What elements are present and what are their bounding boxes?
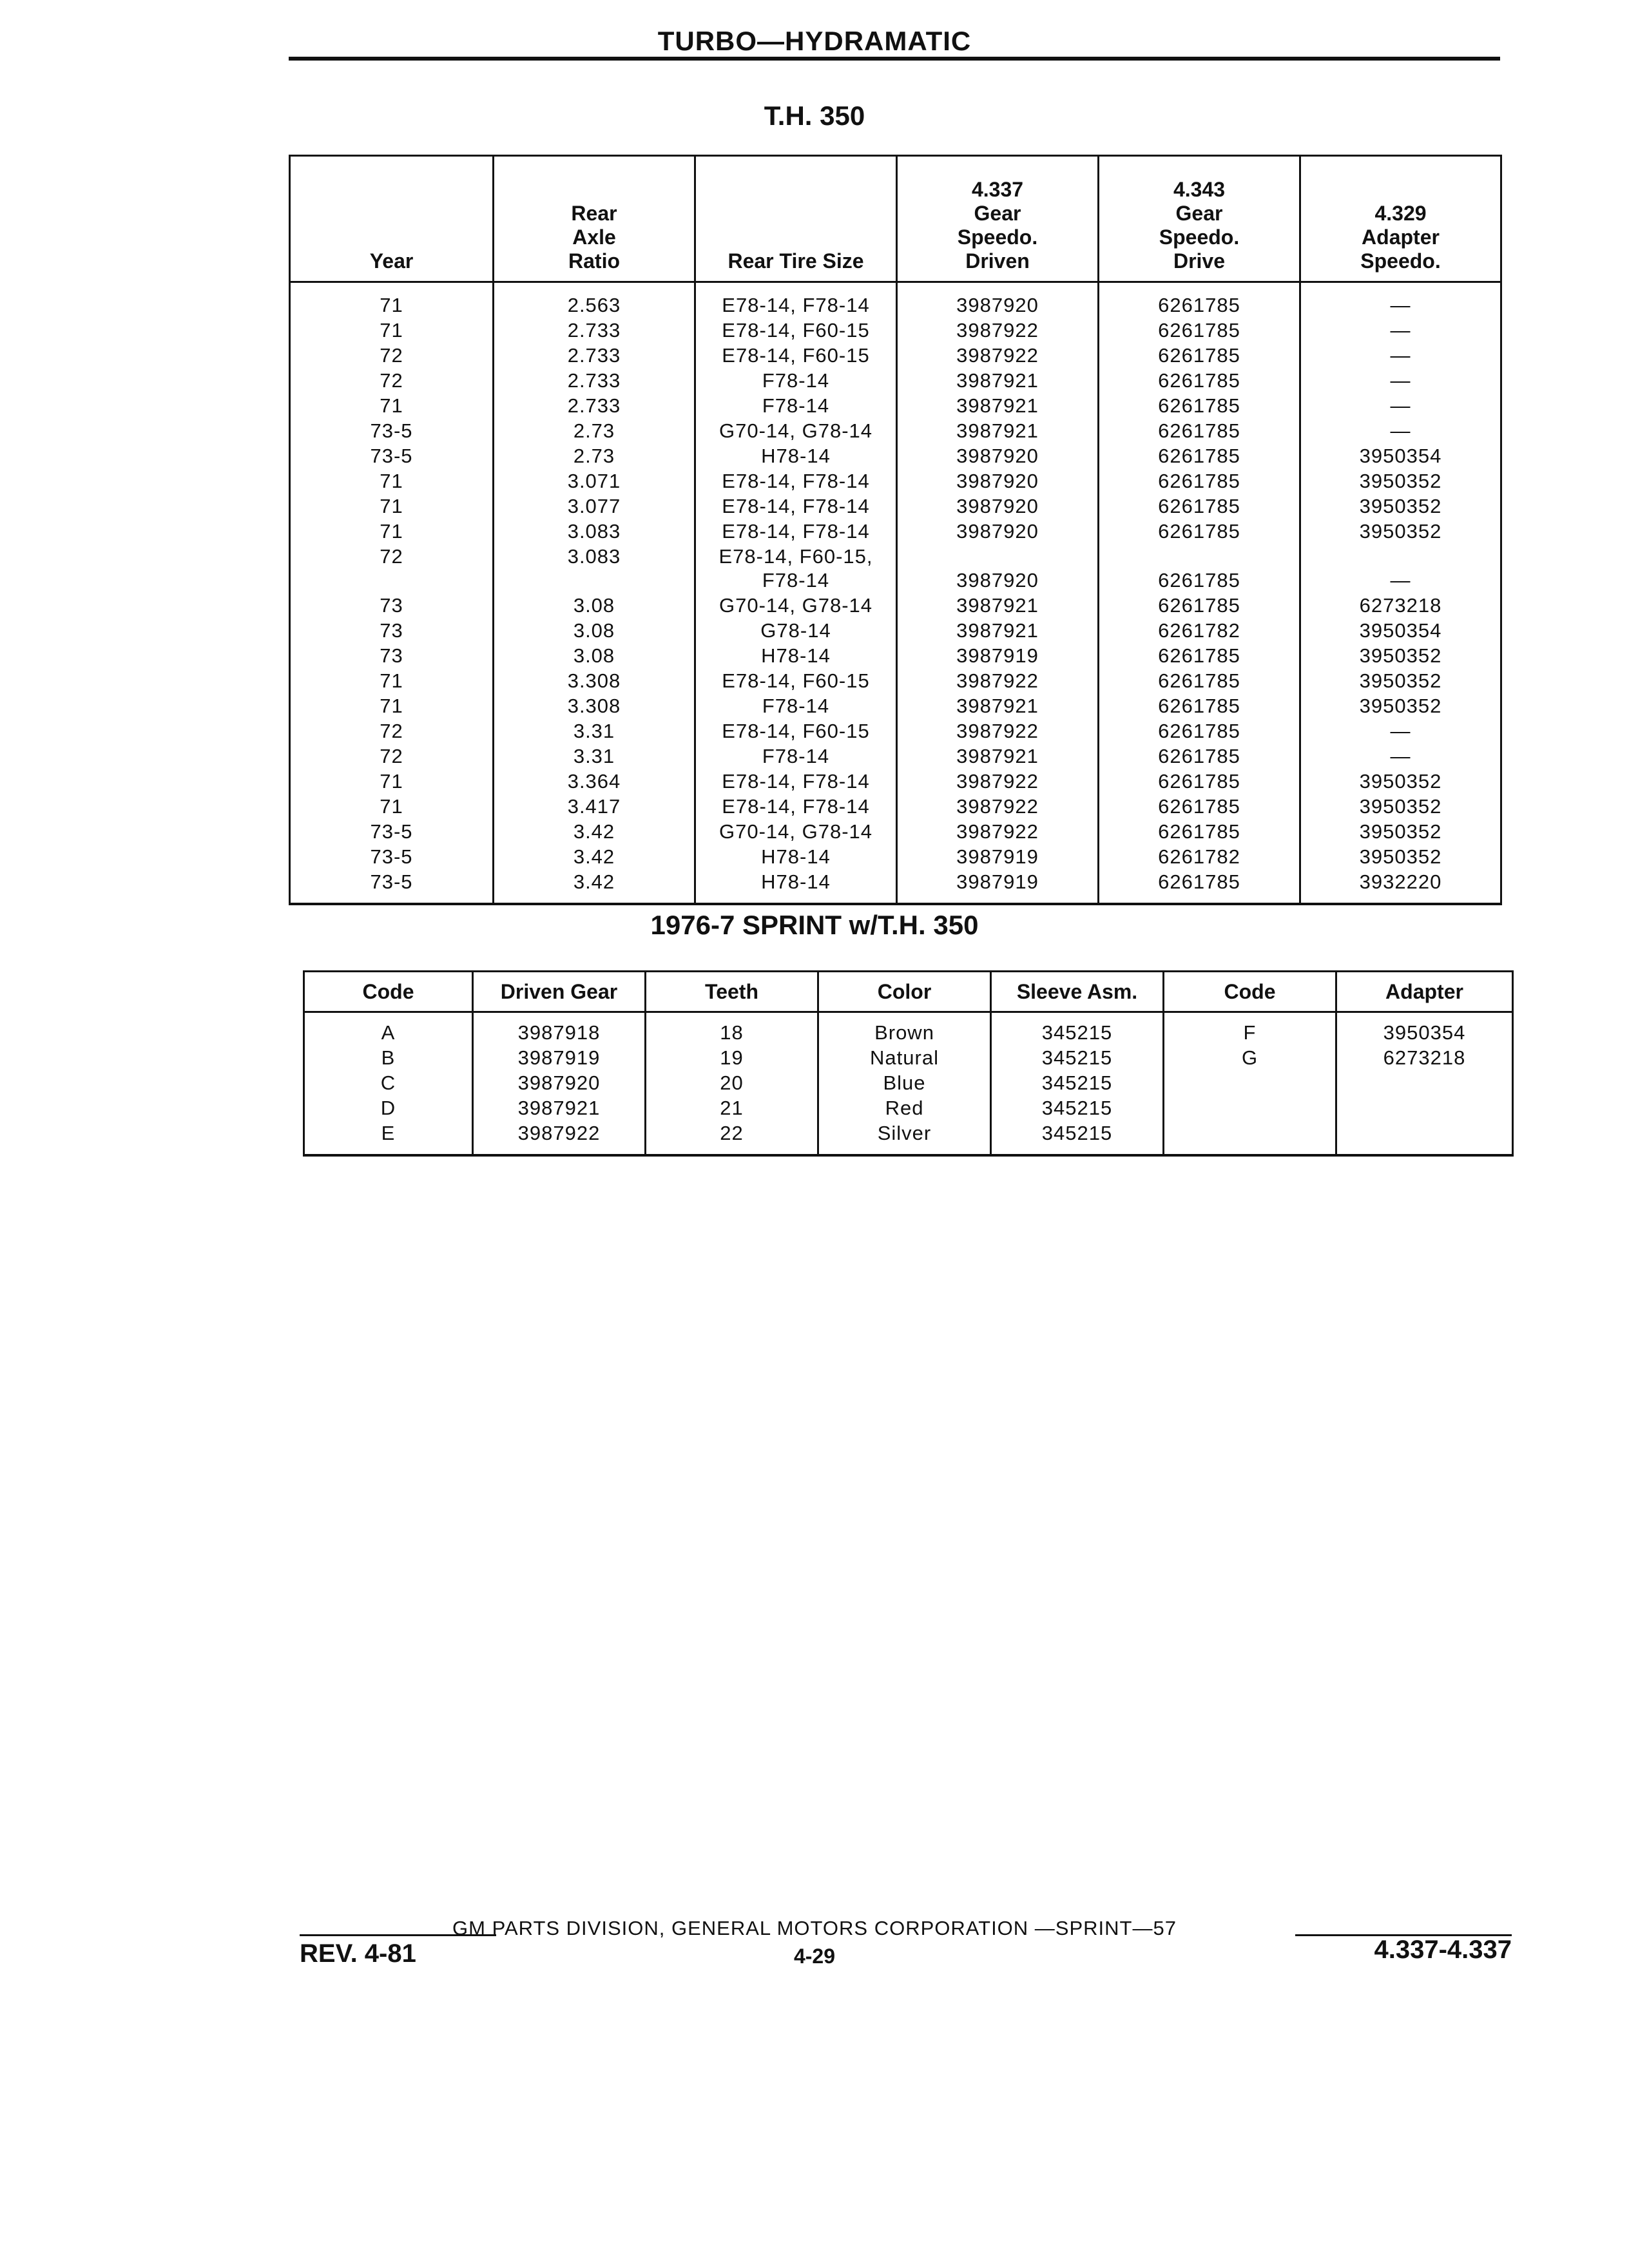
table-cell: E78-14, F78-14 <box>695 519 897 544</box>
table-cell: 71 <box>290 519 494 544</box>
table-cell: 72 <box>290 368 494 393</box>
table-cell: 345215 <box>991 1012 1164 1046</box>
table-cell: G70-14, G78-14 <box>695 819 897 844</box>
table-cell: 3987922 <box>473 1120 646 1155</box>
table-cell: E78-14, F78-14 <box>695 282 897 318</box>
table-row <box>290 643 1501 668</box>
table-cell: H78-14 <box>695 443 897 468</box>
table-cell: C <box>304 1070 473 1095</box>
table-cell: 6273218 <box>1300 593 1501 618</box>
table-cell: 3987921 <box>897 393 1099 418</box>
page-header-title: TURBO—HYDRAMATIC <box>657 26 972 56</box>
table-cell: 3987922 <box>897 819 1099 844</box>
table-row <box>290 844 1501 869</box>
table-cell: 3.083 <box>494 544 695 593</box>
table-row <box>290 869 1501 904</box>
column-header: Color <box>818 972 991 1012</box>
table-cell: — <box>1300 343 1501 368</box>
table-cell: 73-5 <box>290 819 494 844</box>
table-cell: 6261785 <box>1099 869 1300 904</box>
column-header: Rear Tire Size <box>695 156 897 282</box>
table-cell: E <box>304 1120 473 1155</box>
table-row <box>290 618 1501 643</box>
table-cell: F78-14 <box>695 693 897 718</box>
table-cell: E78-14, F78-14 <box>695 468 897 494</box>
table-cell: 345215 <box>991 1120 1164 1155</box>
table-cell: 2.733 <box>494 318 695 343</box>
table-cell: E78-14, F78-14 <box>695 769 897 794</box>
table-cell: 6261785 <box>1099 494 1300 519</box>
table-cell: 3950352 <box>1300 769 1501 794</box>
table-cell: — <box>1300 368 1501 393</box>
table-cell: — <box>1300 744 1501 769</box>
table-cell <box>1164 1095 1336 1120</box>
table-cell: — <box>1300 544 1501 593</box>
table-cell: 3987919 <box>897 844 1099 869</box>
table-row <box>290 693 1501 718</box>
table-cell: 3.308 <box>494 668 695 693</box>
table-cell <box>1164 1070 1336 1095</box>
table-cell: 2.73 <box>494 443 695 468</box>
table-cell: 3950352 <box>1300 844 1501 869</box>
table-cell: E78-14, F60-15 <box>695 718 897 744</box>
table-cell: 6261785 <box>1099 693 1300 718</box>
table-cell: E78-14, F60-15, F78-14 <box>695 544 897 593</box>
sprint-table <box>303 970 1514 1157</box>
table-cell: 2.563 <box>494 282 695 318</box>
table-cell <box>1336 1095 1513 1120</box>
table-cell: H78-14 <box>695 869 897 904</box>
section-title-sprint: 1976-7 SPRINT w/T.H. 350 <box>650 910 979 940</box>
table-cell: 73 <box>290 643 494 668</box>
table-cell: 71 <box>290 393 494 418</box>
table-cell: E78-14, F60-15 <box>695 318 897 343</box>
table-row <box>304 1012 1513 1046</box>
table-cell: 3.417 <box>494 794 695 819</box>
table-row <box>304 1045 1513 1070</box>
column-header: Rear Axle Ratio <box>494 156 695 282</box>
table-row <box>304 1070 1513 1095</box>
table-cell: 3.083 <box>494 519 695 544</box>
table-cell: 73 <box>290 593 494 618</box>
table-cell: 6261785 <box>1099 282 1300 318</box>
table-row <box>290 368 1501 393</box>
table-cell: 71 <box>290 318 494 343</box>
table-cell: 3987921 <box>897 744 1099 769</box>
section-title-th350: T.H. 350 <box>764 101 865 131</box>
table-header-row <box>304 972 1513 1012</box>
column-header: Teeth <box>646 972 818 1012</box>
table-cell: 71 <box>290 693 494 718</box>
table-cell: 72 <box>290 744 494 769</box>
table-row <box>304 1095 1513 1120</box>
table-cell: E78-14, F78-14 <box>695 494 897 519</box>
table-row <box>290 544 1501 593</box>
table-cell: 6261785 <box>1099 519 1300 544</box>
table-cell: 3.08 <box>494 618 695 643</box>
table-row <box>290 468 1501 494</box>
table-header-row <box>290 156 1501 282</box>
table-cell: 71 <box>290 494 494 519</box>
table-cell: G78-14 <box>695 618 897 643</box>
table-cell: 73-5 <box>290 443 494 468</box>
table-cell: 6261785 <box>1099 668 1300 693</box>
table-cell: 3987920 <box>897 544 1099 593</box>
table-row <box>290 744 1501 769</box>
table-cell: 3987919 <box>897 643 1099 668</box>
table-cell: 3987920 <box>897 494 1099 519</box>
table-cell: 71 <box>290 468 494 494</box>
table-cell: 3950352 <box>1300 819 1501 844</box>
table-cell: — <box>1300 318 1501 343</box>
table-cell: D <box>304 1095 473 1120</box>
table-cell: 3987918 <box>473 1012 646 1046</box>
table-row <box>290 519 1501 544</box>
table-cell: G <box>1164 1045 1336 1070</box>
table-cell: Natural <box>818 1045 991 1070</box>
table-cell: 73-5 <box>290 869 494 904</box>
table-cell <box>1164 1120 1336 1155</box>
table-cell: 3987920 <box>897 443 1099 468</box>
table-cell: 6261785 <box>1099 468 1300 494</box>
th350-table <box>289 155 1502 905</box>
table-cell: 3.071 <box>494 468 695 494</box>
table-cell: 72 <box>290 544 494 593</box>
table-cell: F78-14 <box>695 744 897 769</box>
table-cell: E78-14, F60-15 <box>695 343 897 368</box>
table-cell: 3987921 <box>897 418 1099 443</box>
table-cell: 3987921 <box>897 593 1099 618</box>
table-cell: B <box>304 1045 473 1070</box>
table-cell: G70-14, G78-14 <box>695 593 897 618</box>
table-cell: 3987920 <box>473 1070 646 1095</box>
table-cell: 71 <box>290 769 494 794</box>
table-cell: 73-5 <box>290 844 494 869</box>
footer-revision: REV. 4-81 <box>300 1939 416 1968</box>
table-row <box>290 343 1501 368</box>
table-cell: 3.31 <box>494 744 695 769</box>
column-header: 4.329 Adapter Speedo. <box>1300 156 1501 282</box>
table-cell: 6261782 <box>1099 844 1300 869</box>
table-cell: 73-5 <box>290 418 494 443</box>
table-cell: 3987920 <box>897 282 1099 318</box>
table-cell: 6261785 <box>1099 343 1300 368</box>
table-cell: 345215 <box>991 1070 1164 1095</box>
column-header: Adapter <box>1336 972 1513 1012</box>
table-cell: 2.73 <box>494 418 695 443</box>
table-row <box>290 494 1501 519</box>
table-cell: — <box>1300 393 1501 418</box>
table-row <box>290 418 1501 443</box>
table-cell: 2.733 <box>494 343 695 368</box>
table-cell: 72 <box>290 343 494 368</box>
table-cell: 345215 <box>991 1095 1164 1120</box>
table-cell: E78-14, F60-15 <box>695 668 897 693</box>
table-cell: 3987922 <box>897 318 1099 343</box>
column-header: Code <box>304 972 473 1012</box>
table-cell: 3987922 <box>897 769 1099 794</box>
table-cell: 3987922 <box>897 718 1099 744</box>
footer-reference: 4.337-4.337 <box>1374 1936 1512 1964</box>
table-cell: F78-14 <box>695 368 897 393</box>
table-row <box>290 819 1501 844</box>
table-cell: F78-14 <box>695 393 897 418</box>
table-cell: 6261785 <box>1099 744 1300 769</box>
table-row <box>290 794 1501 819</box>
table-cell: 3987921 <box>897 368 1099 393</box>
table-cell: 3932220 <box>1300 869 1501 904</box>
table-row <box>290 668 1501 693</box>
table-cell: 6261785 <box>1099 318 1300 343</box>
table-cell: 3950354 <box>1336 1012 1513 1046</box>
table-cell: 73 <box>290 618 494 643</box>
table-cell: 3950354 <box>1300 443 1501 468</box>
table-cell: Silver <box>818 1120 991 1155</box>
table-cell: H78-14 <box>695 844 897 869</box>
table-cell: 3987922 <box>897 343 1099 368</box>
table-cell: 6273218 <box>1336 1045 1513 1070</box>
table-cell: 3950352 <box>1300 668 1501 693</box>
table-row <box>290 282 1501 318</box>
table-row <box>290 443 1501 468</box>
table-row <box>290 593 1501 618</box>
table-cell: 3.077 <box>494 494 695 519</box>
table-row <box>290 769 1501 794</box>
table-cell: 6261785 <box>1099 443 1300 468</box>
table-cell: A <box>304 1012 473 1046</box>
header-rule <box>289 57 1500 61</box>
table-cell: — <box>1300 718 1501 744</box>
column-header: 4.337 Gear Speedo. Driven <box>897 156 1099 282</box>
table-row <box>290 393 1501 418</box>
table-cell: 3987921 <box>897 618 1099 643</box>
table-cell: 3987920 <box>897 468 1099 494</box>
table-cell: 6261785 <box>1099 393 1300 418</box>
table-cell: — <box>1300 418 1501 443</box>
column-header: Year <box>290 156 494 282</box>
table-cell: 3987919 <box>897 869 1099 904</box>
table-cell: 3987919 <box>473 1045 646 1070</box>
table-cell: E78-14, F78-14 <box>695 794 897 819</box>
table-cell: H78-14 <box>695 643 897 668</box>
table-cell: 2.733 <box>494 393 695 418</box>
table-cell: 21 <box>646 1095 818 1120</box>
footer-organization: GM PARTS DIVISION, GENERAL MOTORS CORPORATION —SPRINT—57 <box>452 1917 1177 1939</box>
table-cell: 71 <box>290 668 494 693</box>
table-cell: 6261785 <box>1099 368 1300 393</box>
table-row <box>290 718 1501 744</box>
table-cell: 3950352 <box>1300 468 1501 494</box>
table-cell: 3.31 <box>494 718 695 744</box>
table-cell: 71 <box>290 282 494 318</box>
table-cell: F <box>1164 1012 1336 1046</box>
column-header: 4.343 Gear Speedo. Drive <box>1099 156 1300 282</box>
column-header: Sleeve Asm. <box>991 972 1164 1012</box>
table-cell: 3.308 <box>494 693 695 718</box>
table-row <box>304 1120 1513 1155</box>
table-cell: 3987922 <box>897 794 1099 819</box>
table-cell: 3987921 <box>897 693 1099 718</box>
table-cell: 3.364 <box>494 769 695 794</box>
table-cell: 2.733 <box>494 368 695 393</box>
column-header: Code <box>1164 972 1336 1012</box>
table-cell: 3.08 <box>494 593 695 618</box>
table-cell: 3950352 <box>1300 494 1501 519</box>
table-cell: 3950352 <box>1300 519 1501 544</box>
table-cell: 3987920 <box>897 519 1099 544</box>
table-cell: 3987922 <box>897 668 1099 693</box>
table-cell: 19 <box>646 1045 818 1070</box>
table-cell: 20 <box>646 1070 818 1095</box>
table-cell: 6261785 <box>1099 418 1300 443</box>
table-cell: Red <box>818 1095 991 1120</box>
table-cell: 3.42 <box>494 869 695 904</box>
table-cell: 3950352 <box>1300 794 1501 819</box>
table-cell: 6261785 <box>1099 544 1300 593</box>
table-cell: Brown <box>818 1012 991 1046</box>
table-cell: 3950352 <box>1300 643 1501 668</box>
table-cell: 345215 <box>991 1045 1164 1070</box>
table-cell: G70-14, G78-14 <box>695 418 897 443</box>
table-cell: 6261785 <box>1099 819 1300 844</box>
table-cell: 22 <box>646 1120 818 1155</box>
table-cell: 3.42 <box>494 819 695 844</box>
table-cell: 6261785 <box>1099 794 1300 819</box>
column-header: Driven Gear <box>473 972 646 1012</box>
table-cell <box>1336 1120 1513 1155</box>
table-cell: 72 <box>290 718 494 744</box>
table-cell: 6261785 <box>1099 718 1300 744</box>
footer-page-number: 4-29 <box>793 1945 836 1968</box>
table-cell: 71 <box>290 794 494 819</box>
table-cell: 3950352 <box>1300 693 1501 718</box>
table-cell: 3987921 <box>473 1095 646 1120</box>
table-cell: 6261785 <box>1099 643 1300 668</box>
table-cell: — <box>1300 282 1501 318</box>
table-cell: 3950354 <box>1300 618 1501 643</box>
table-cell: 3.08 <box>494 643 695 668</box>
table-cell: 18 <box>646 1012 818 1046</box>
table-cell: 6261785 <box>1099 593 1300 618</box>
table-row <box>290 318 1501 343</box>
table-cell: 3.42 <box>494 844 695 869</box>
table-cell: Blue <box>818 1070 991 1095</box>
table-cell: 6261782 <box>1099 618 1300 643</box>
table-cell <box>1336 1070 1513 1095</box>
table-cell: 6261785 <box>1099 769 1300 794</box>
